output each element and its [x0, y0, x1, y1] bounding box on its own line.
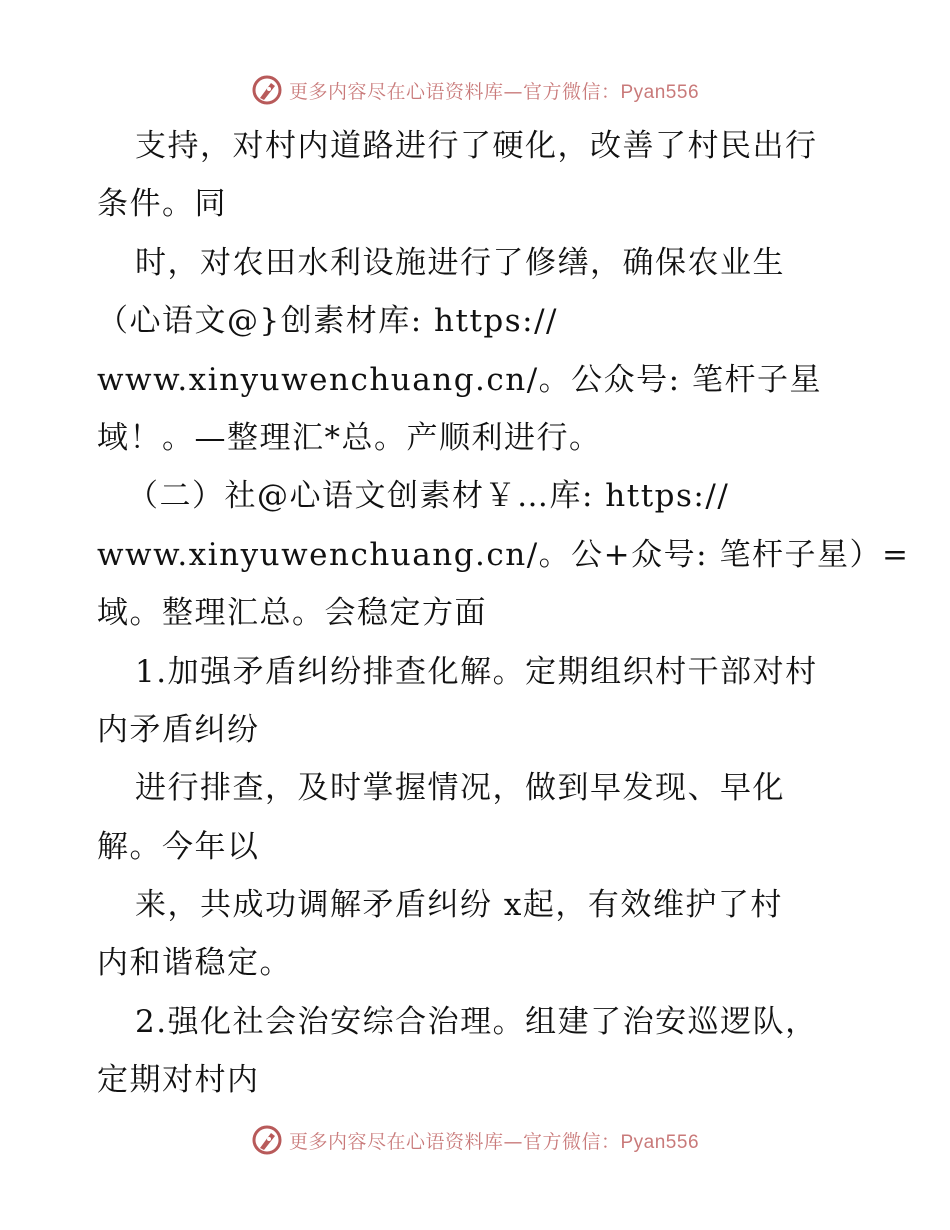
body-line: 1.加强矛盾纠纷排查化解。定期组织村干部对村	[135, 653, 818, 690]
body-line: 内矛盾纠纷	[97, 711, 260, 748]
body-line: 时，对农田水利设施进行了修缮，确保农业生	[135, 244, 785, 281]
body-line: 解。今年以	[97, 828, 260, 865]
body-line: 支持，对村内道路进行了硬化，改善了村民出行	[135, 128, 818, 164]
document-body	[97, 117, 910, 1110]
footer-banner	[0, 1120, 950, 1160]
body-line: 内和谐稳定。	[97, 945, 292, 982]
body-line: 来，共成功调解矛盾纠纷 x起，有效维护了村	[135, 887, 783, 924]
body-line: （心语文@}创素材库: https://	[97, 303, 558, 340]
body-line: 条件。同	[97, 186, 227, 223]
body-line: 定期对村内	[97, 1062, 260, 1099]
body-line: 域！。—整理汇*总。产顺利进行。	[97, 419, 602, 456]
body-line: 域。整理汇总。会稳定方面	[97, 595, 487, 632]
banner-account: Pyan556	[620, 1131, 700, 1153]
pen-nib-logo-icon	[251, 1124, 283, 1156]
banner-text: 更多内容尽在心语资料库—官方微信：Pyan556	[288, 80, 700, 103]
body-line: www.xinyuwenchuang.cn/。公+众号: 笔杆子星）=	[97, 536, 910, 573]
body-line: 2.强化社会治安综合治理。组建了治安巡逻队，	[135, 1003, 818, 1040]
body-line: （二）社@心语文创素材￥…库: https://	[127, 478, 730, 515]
banner-account: Pyan556	[620, 81, 700, 103]
header-banner	[0, 70, 950, 110]
pen-nib-logo-icon	[251, 74, 283, 106]
body-line: www.xinyuwenchuang.cn/。公众号: 笔杆子星	[97, 361, 822, 398]
body-line: 进行排查，及时掌握情况，做到早发现、早化	[135, 770, 785, 807]
banner-text: 更多内容尽在心语资料库—官方微信：Pyan556	[288, 1130, 700, 1153]
